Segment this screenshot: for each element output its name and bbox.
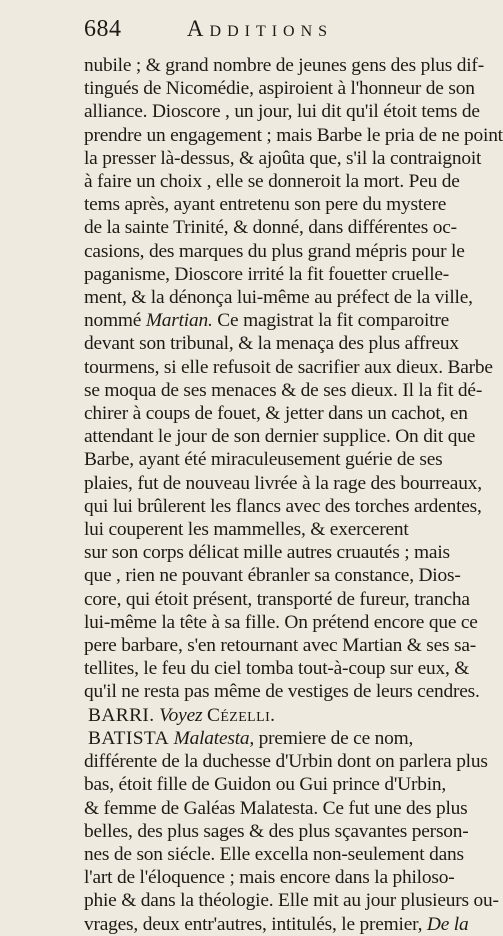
- name-martian: Martian.: [145, 310, 213, 332]
- text-line: bas, étoit fille de Guidon ou Gui prince d'Urbin,: [84, 774, 447, 796]
- text-line: nes de son siécle. Elle excella non-seulement dans: [84, 843, 464, 865]
- text-line: de la sainte Trinité, & donné, dans différentes oc-: [84, 217, 457, 239]
- text-line: lui-même la tête à sa fille. On prétend encore que ce: [84, 611, 478, 633]
- text-line: chirer à coups de fouet, & jetter dans un cachot, en: [84, 403, 468, 425]
- text-line-last: [84, 913, 469, 936]
- text-line: & femme de Galéas Malatesta. Ce fut une des plus: [84, 797, 468, 819]
- title-italic: De la: [426, 913, 469, 935]
- entry-head-barri: BARRI.: [88, 704, 155, 726]
- text-fragment: nommé: [84, 310, 142, 332]
- text-line: alliance. Dioscore , un jour, lui dit qu'il étoit tems de: [84, 101, 480, 123]
- text-line: attendant le jour de son dernier supplice. On dit que: [84, 426, 476, 448]
- text-fragment: Ce magistrat la fit comparoitre: [212, 310, 450, 332]
- text-line: prendre un engagement ; mais Barbe le pria de ne point: [84, 124, 503, 146]
- text-line: sur son corps délicat mille autres cruautés ; mais: [84, 542, 450, 564]
- text-line: se moqua de ses menaces & de ses dieux. Il la fit dé-: [84, 379, 483, 401]
- name-malatesta: Malatesta,: [173, 727, 255, 749]
- text-line: ment, & la dénonça lui-même au préfect de la ville,: [84, 287, 473, 309]
- entry-head-batista: BATISTA: [88, 727, 169, 749]
- text-fragment: vrages, deux entr'autres, intitulés, le premier,: [84, 913, 423, 935]
- text-line: à faire un choix , elle se donneroit la mort. Peu de: [84, 171, 460, 193]
- page-number: 684: [84, 16, 122, 42]
- entry-batista-head: [84, 727, 454, 750]
- page-header: [84, 16, 454, 50]
- text-line: Barbe, ayant été miraculeusement guérie de ses: [84, 449, 443, 471]
- text-line: l'art de l'éloquence ; mais encore dans la philoso-: [84, 867, 455, 889]
- text-line: différente de la duchesse d'Urbin dont on parlera plus: [84, 751, 488, 773]
- text-line: paganisme, Dioscore irrité la fit fouetter cruelle-: [84, 263, 450, 285]
- running-head: Additions: [186, 16, 334, 41]
- text-line: lui couperent les mammelles, & exercerent: [84, 519, 409, 541]
- text-line: devant son tribunal, & la menaça des plus affreux: [84, 333, 459, 355]
- text-line: tingués de Nicomédie, aspiroient à l'honneur de son: [84, 78, 475, 100]
- text-fragment: premiere de ce nom,: [254, 727, 414, 749]
- text-line: qu'il ne resta pas même de vestiges de leurs cendres.: [84, 681, 480, 703]
- text-line: pere barbare, s'en retournant avec Martian & ses sa-: [84, 635, 477, 657]
- text-line-martian: [84, 309, 454, 332]
- text-line: tems après, ayant entretenu son pere du mystere: [84, 194, 447, 216]
- text-line: casions, des marques du plus grand mépris pour le: [84, 240, 465, 262]
- text-line: core, qui étoit présent, transporté de fureur, trancha: [84, 588, 470, 610]
- text-line: tourmens, si elle refusoit de sacrifier aux dieux. Barbe: [84, 356, 493, 378]
- cross-ref-target: Cézelli.: [206, 704, 276, 726]
- text-line: phie & dans la théologie. Elle mit au jour plusieurs ou-: [84, 890, 499, 912]
- cross-ref-voyez: Voyez: [159, 704, 203, 726]
- body-text: [84, 54, 503, 936]
- entry-barri: [84, 704, 454, 727]
- text-line: que , rien ne pouvant ébranler sa constance, Dios-: [84, 565, 461, 587]
- text-line: la presser là-dessus, & ajoûta que, s'il la contraignoit: [84, 147, 482, 169]
- text-line: plaies, fut de nouveau livrée à la rage des bourreaux,: [84, 472, 482, 494]
- text-line: qui lui brûlerent les flancs avec des torches ardentes,: [84, 495, 482, 517]
- text-line: tellites, le feu du ciel tomba tout-à-coup sur eux, &: [84, 658, 470, 680]
- text-line: nubile ; & grand nombre de jeunes gens des plus dif-: [84, 55, 484, 76]
- text-line: belles, des plus sages & des plus sçavantes person-: [84, 820, 469, 842]
